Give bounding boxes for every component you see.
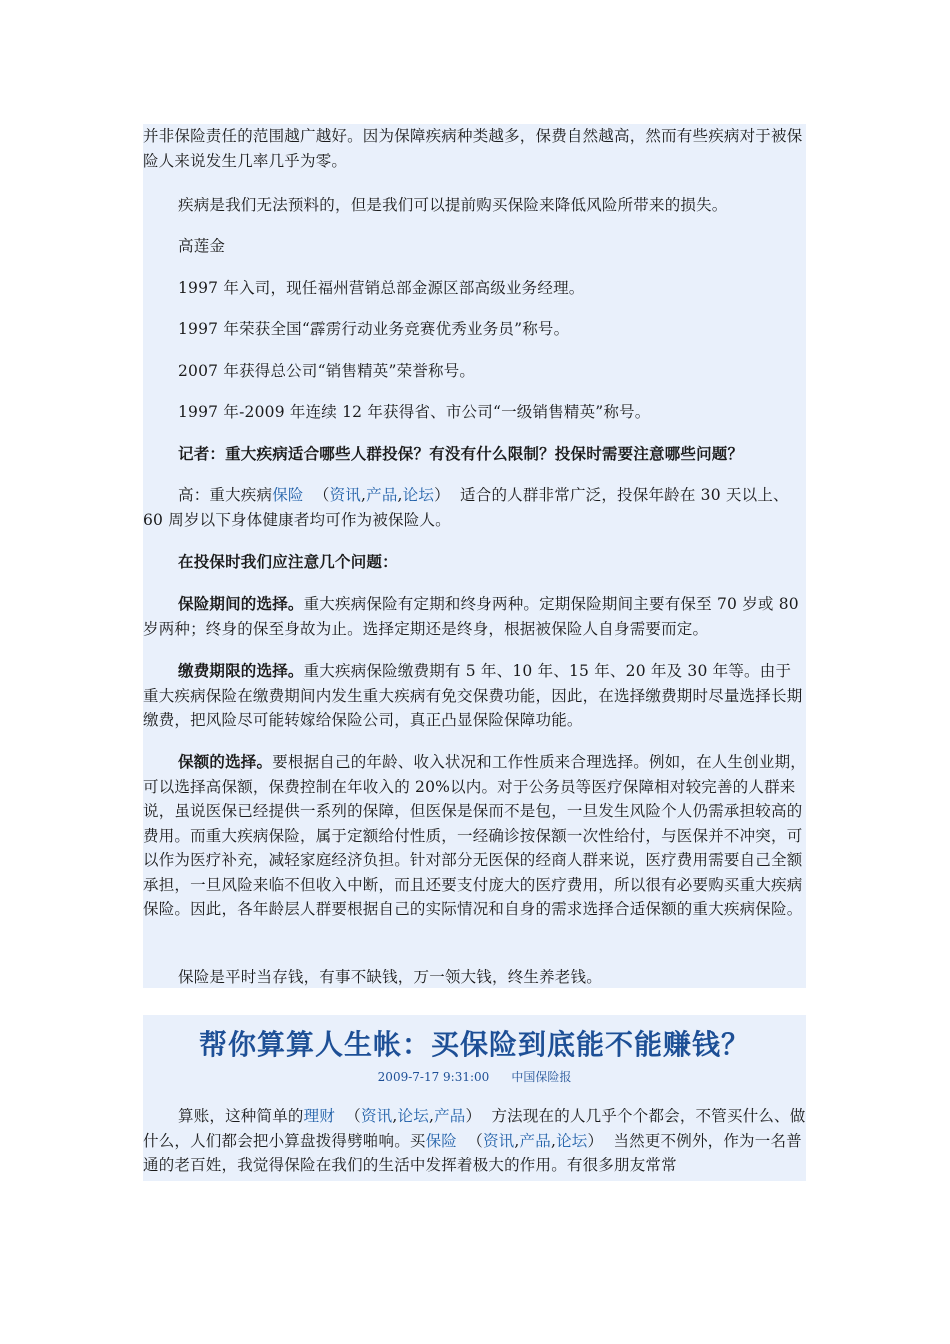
item-text: 重大疾病保险有定期和终身两种。定期保险期间主要有保至 70 岁或 80 岁两种；终身的保至身故为止。选择定期还是终身，根据被保险人自身需要而定。: [143, 595, 799, 638]
item-heading: 保额的选择。: [178, 752, 273, 771]
answer-prefix: 高：重大疾病: [178, 486, 273, 504]
forum-link[interactable]: 论坛: [397, 1107, 429, 1125]
source-name: 中国保险报: [511, 1070, 572, 1084]
article-excerpt: [143, 124, 806, 988]
paren-open: （: [467, 1131, 483, 1150]
forum-link[interactable]: 论坛: [556, 1131, 588, 1150]
products-link[interactable]: 产品: [519, 1131, 551, 1150]
item-heading: 保险期间的选择。: [178, 594, 304, 613]
paragraph: 算账，这种简单的理财 （资讯,论坛,产品） 方法现在的人几乎个个都会，不管买什么、做什么，人们都会把小算盘拨得劈啪响。买保险 （资讯,产品,论坛） 当然更不例外，作为一名普通的老百姓，我觉得保险在我们的生活中发挥着极大的作用。有很多朋友常常: [143, 1107, 806, 1174]
paren-open: （: [345, 1107, 361, 1125]
insurance-link[interactable]: 保险: [272, 486, 304, 504]
insurance-link[interactable]: 保险: [425, 1131, 458, 1150]
paren-close: ）: [434, 486, 450, 504]
paragraph: 2007 年获得总公司“销售精英”荣誉称号。: [178, 362, 476, 380]
text: 方法现在的人几乎个个都会，不管买什么、做什么，人们都会把小算盘拨得劈啪响。买: [143, 1107, 806, 1150]
paragraph: 疾病是我们无法预料的，但是我们可以提前购买保险来降低风险所带来的损失。: [178, 196, 728, 214]
products-link[interactable]: 产品: [366, 486, 398, 504]
interview-question: 记者：重大疾病适合哪些人群投保？有没有什么限制？投保时需要注意哪些问题？: [178, 444, 744, 463]
answer-text: 适合的人群非常广泛，投保年龄在 30 天以上、60 周岁以下身体健康者均可作为被保险人。: [143, 486, 789, 529]
paragraph: 保险是平时当存钱，有事不缺钱，万一领大钱，终生养老钱。: [178, 968, 602, 986]
finance-link[interactable]: 理财: [303, 1107, 336, 1125]
article: [143, 1015, 806, 1181]
forum-link[interactable]: 论坛: [402, 486, 435, 504]
item-text: 重大疾病保险缴费期有 5 年、10 年、15 年、20 年及 30 年等。由于重大疾病保险在缴费期间内发生重大疾病有免交保费功能，因此，在选择缴费期时尽量选择长期缴费，把风险尽可能转嫁给保险公司，真正凸显保险保障功能。: [143, 662, 803, 729]
paren-close: ）: [587, 1131, 604, 1150]
news-link[interactable]: 资讯: [482, 1131, 515, 1150]
text: 当然更不例外，作为一名普通的老百姓，我觉得保险在我们的生活中发挥着极大的作用。有很多朋友常常: [143, 1131, 802, 1174]
interview-answer: 高：重大疾病保险 （资讯,产品,论坛） 适合的人群非常广泛，投保年龄在 30 天以上、60 周岁以下身体健康者均可作为被保险人。: [143, 486, 789, 529]
article-meta: [143, 1068, 806, 1085]
paragraph: [143, 592, 806, 641]
paragraph: 1997 年-2009 年连续 12 年获得省、市公司“一级销售精英”称号。: [178, 403, 651, 421]
paragraph: [143, 659, 806, 733]
item-heading: 缴费期限的选择。: [178, 661, 304, 680]
news-link[interactable]: 资讯: [360, 1107, 393, 1125]
text: 算账，这种简单的: [178, 1107, 304, 1125]
paragraph: 1997 年荣获全国“霹雳行动业务竞赛优秀业务员”称号。: [178, 320, 570, 338]
publish-date: 2009-7-17 9:31:00: [377, 1070, 490, 1084]
paragraph: 1997 年入司，现任福州营销总部金源区部高级业务经理。: [178, 279, 585, 297]
paren-open: （: [313, 486, 330, 504]
products-link[interactable]: 产品: [434, 1107, 466, 1125]
author-name: 高莲金: [178, 237, 226, 255]
paragraph: 并非保险责任的范围越广越好。因为保障疾病种类越多，保费自然越高，然而有些疾病对于被保险人来说发生几率几乎为零。: [143, 127, 803, 170]
news-link[interactable]: 资讯: [329, 486, 361, 504]
paragraph: [143, 750, 806, 922]
item-text: 要根据自己的年龄、收入状况和工作性质来合理选择。例如，在人生创业期，可以选择高保额，保费控制在年收入的 20%以内。对于公务员等医疗保障相对较完善的人群来说，虽说医保已经提供一系列的保障，但医保是保而不是包，一旦发生风险个人仍需承担较高的费用。而重大疾病保险，属于定额给付性质，一经确诊按保额一次性给付，与医保并不冲突，可以作为医疗补充，减轻家庭经济负担。针对部分无医保的经商人群来说，医疗费用需要自己全额承担，一旦风险来临不但收入中断，而且还要支付庞大的医疗费用，所以很有必要购买重大疾病保险。因此，各年龄层人群要根据自己的实际情况和自身的需求选择合适保额的重大疾病保险。: [143, 753, 807, 918]
paren-close: ）: [465, 1107, 482, 1125]
section-heading: 在投保时我们应注意几个问题：: [178, 552, 398, 571]
article-title: 帮你算算人生帐：买保险到底能不能赚钱？: [198, 1028, 750, 1061]
